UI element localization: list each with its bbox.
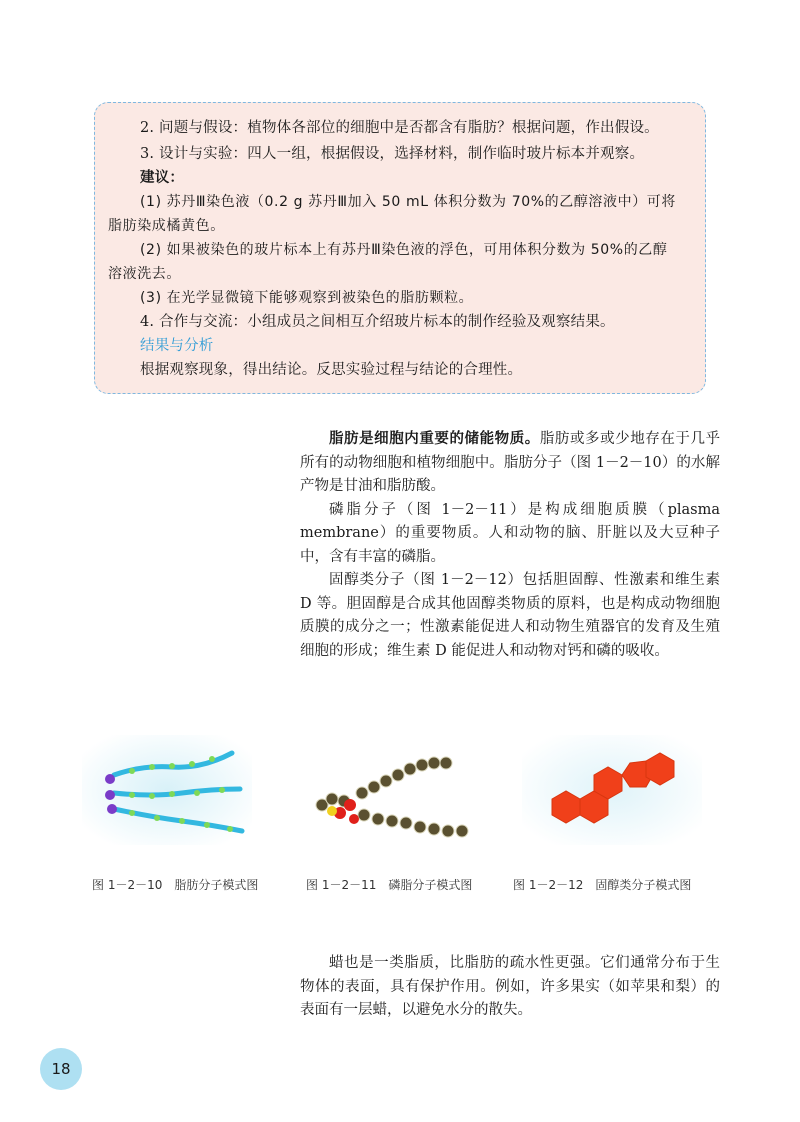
box-suggestion-1-cont: 脂肪染成橘黄色。 [108,218,225,234]
paragraph-sterol: 固醇类分子（图 1－2－12）包括胆固醇、性激素和维生素 D 等。胆固醇是合成其他固醇类物质的原料，也是构成动物细胞质膜的成分之一；性激素能促进人和动物生殖器官的发育及生殖细胞的形成；维生素 D 能促进人和动物对钙和磷的吸收。 [300,572,720,659]
box-suggestion-heading: 建议： [140,170,185,186]
box-line-hypothesis: 2. 问题与假设：植物体各部位的细胞中是否都含有脂肪？根据问题，作出假设。 [140,120,659,136]
results-heading: 结果与分析 [140,338,214,354]
caption-fig-1-2-12: 图 1－2－12 固醇类分子模式图 [513,878,692,892]
caption-fig-1-2-11: 图 1－2－11 磷脂分子模式图 [306,878,473,892]
box-suggestion-2-cont: 溶液洗去。 [108,266,181,282]
body-text-wax [300,952,720,1023]
paragraph-fat-rest: 脂肪或多或少地存在于几乎所有的动物细胞和植物细胞中。脂肪分子（图 1－2－10）的水解产物是甘油和脂肪酸。 [300,431,721,494]
box-suggestion-1: (1) 苏丹Ⅲ染色液（0.2 g 苏丹Ⅲ加入 50 mL 体积分数为 70%的乙醇溶液中）可将 [140,194,677,210]
box-line-cooperation: 4. 合作与交流：小组成员之间相互介绍玻片标本的制作经验及观察结果。 [140,314,615,330]
caption-fig-1-2-10: 图 1－2－10 脂肪分子模式图 [92,878,259,892]
box-line-results: 根据观察现象，得出结论。反思实验过程与结论的合理性。 [140,362,523,378]
fat-molecule-figure [82,735,252,845]
phospholipid-molecule-figure [302,735,482,845]
box-line-design: 3. 设计与实验：四人一组，根据假设，选择材料，制作临时玻片标本并观察。 [140,146,645,162]
body-text [300,428,720,663]
page-number: 18 [40,1048,82,1090]
paragraph-fat [300,428,720,499]
paragraph-phospholipid: 磷脂分子（图 1－2－11）是构成细胞质膜（plasma membrane）的重要物质。人和动物的脑、肝脏以及大豆种子中，含有丰富的磷脂。 [300,501,720,565]
paragraph-fat-lead: 脂肪是细胞内重要的储能物质。 [329,431,540,447]
paragraph-wax: 蜡也是一类脂质，比脂肪的疏水性更强。它们通常分布于生物体的表面，具有保护作用。例如，许多果实（如苹果和梨）的表面有一层蜡，以避免水分的散失。 [300,955,720,1018]
box-suggestion-2: (2) 如果被染色的玻片标本上有苏丹Ⅲ染色液的浮色，可用体积分数为 50%的乙醇 [140,242,668,258]
box-suggestion-3: (3) 在光学显微镜下能够观察到被染色的脂肪颗粒。 [140,290,474,306]
sterol-molecule-figure [522,735,702,845]
